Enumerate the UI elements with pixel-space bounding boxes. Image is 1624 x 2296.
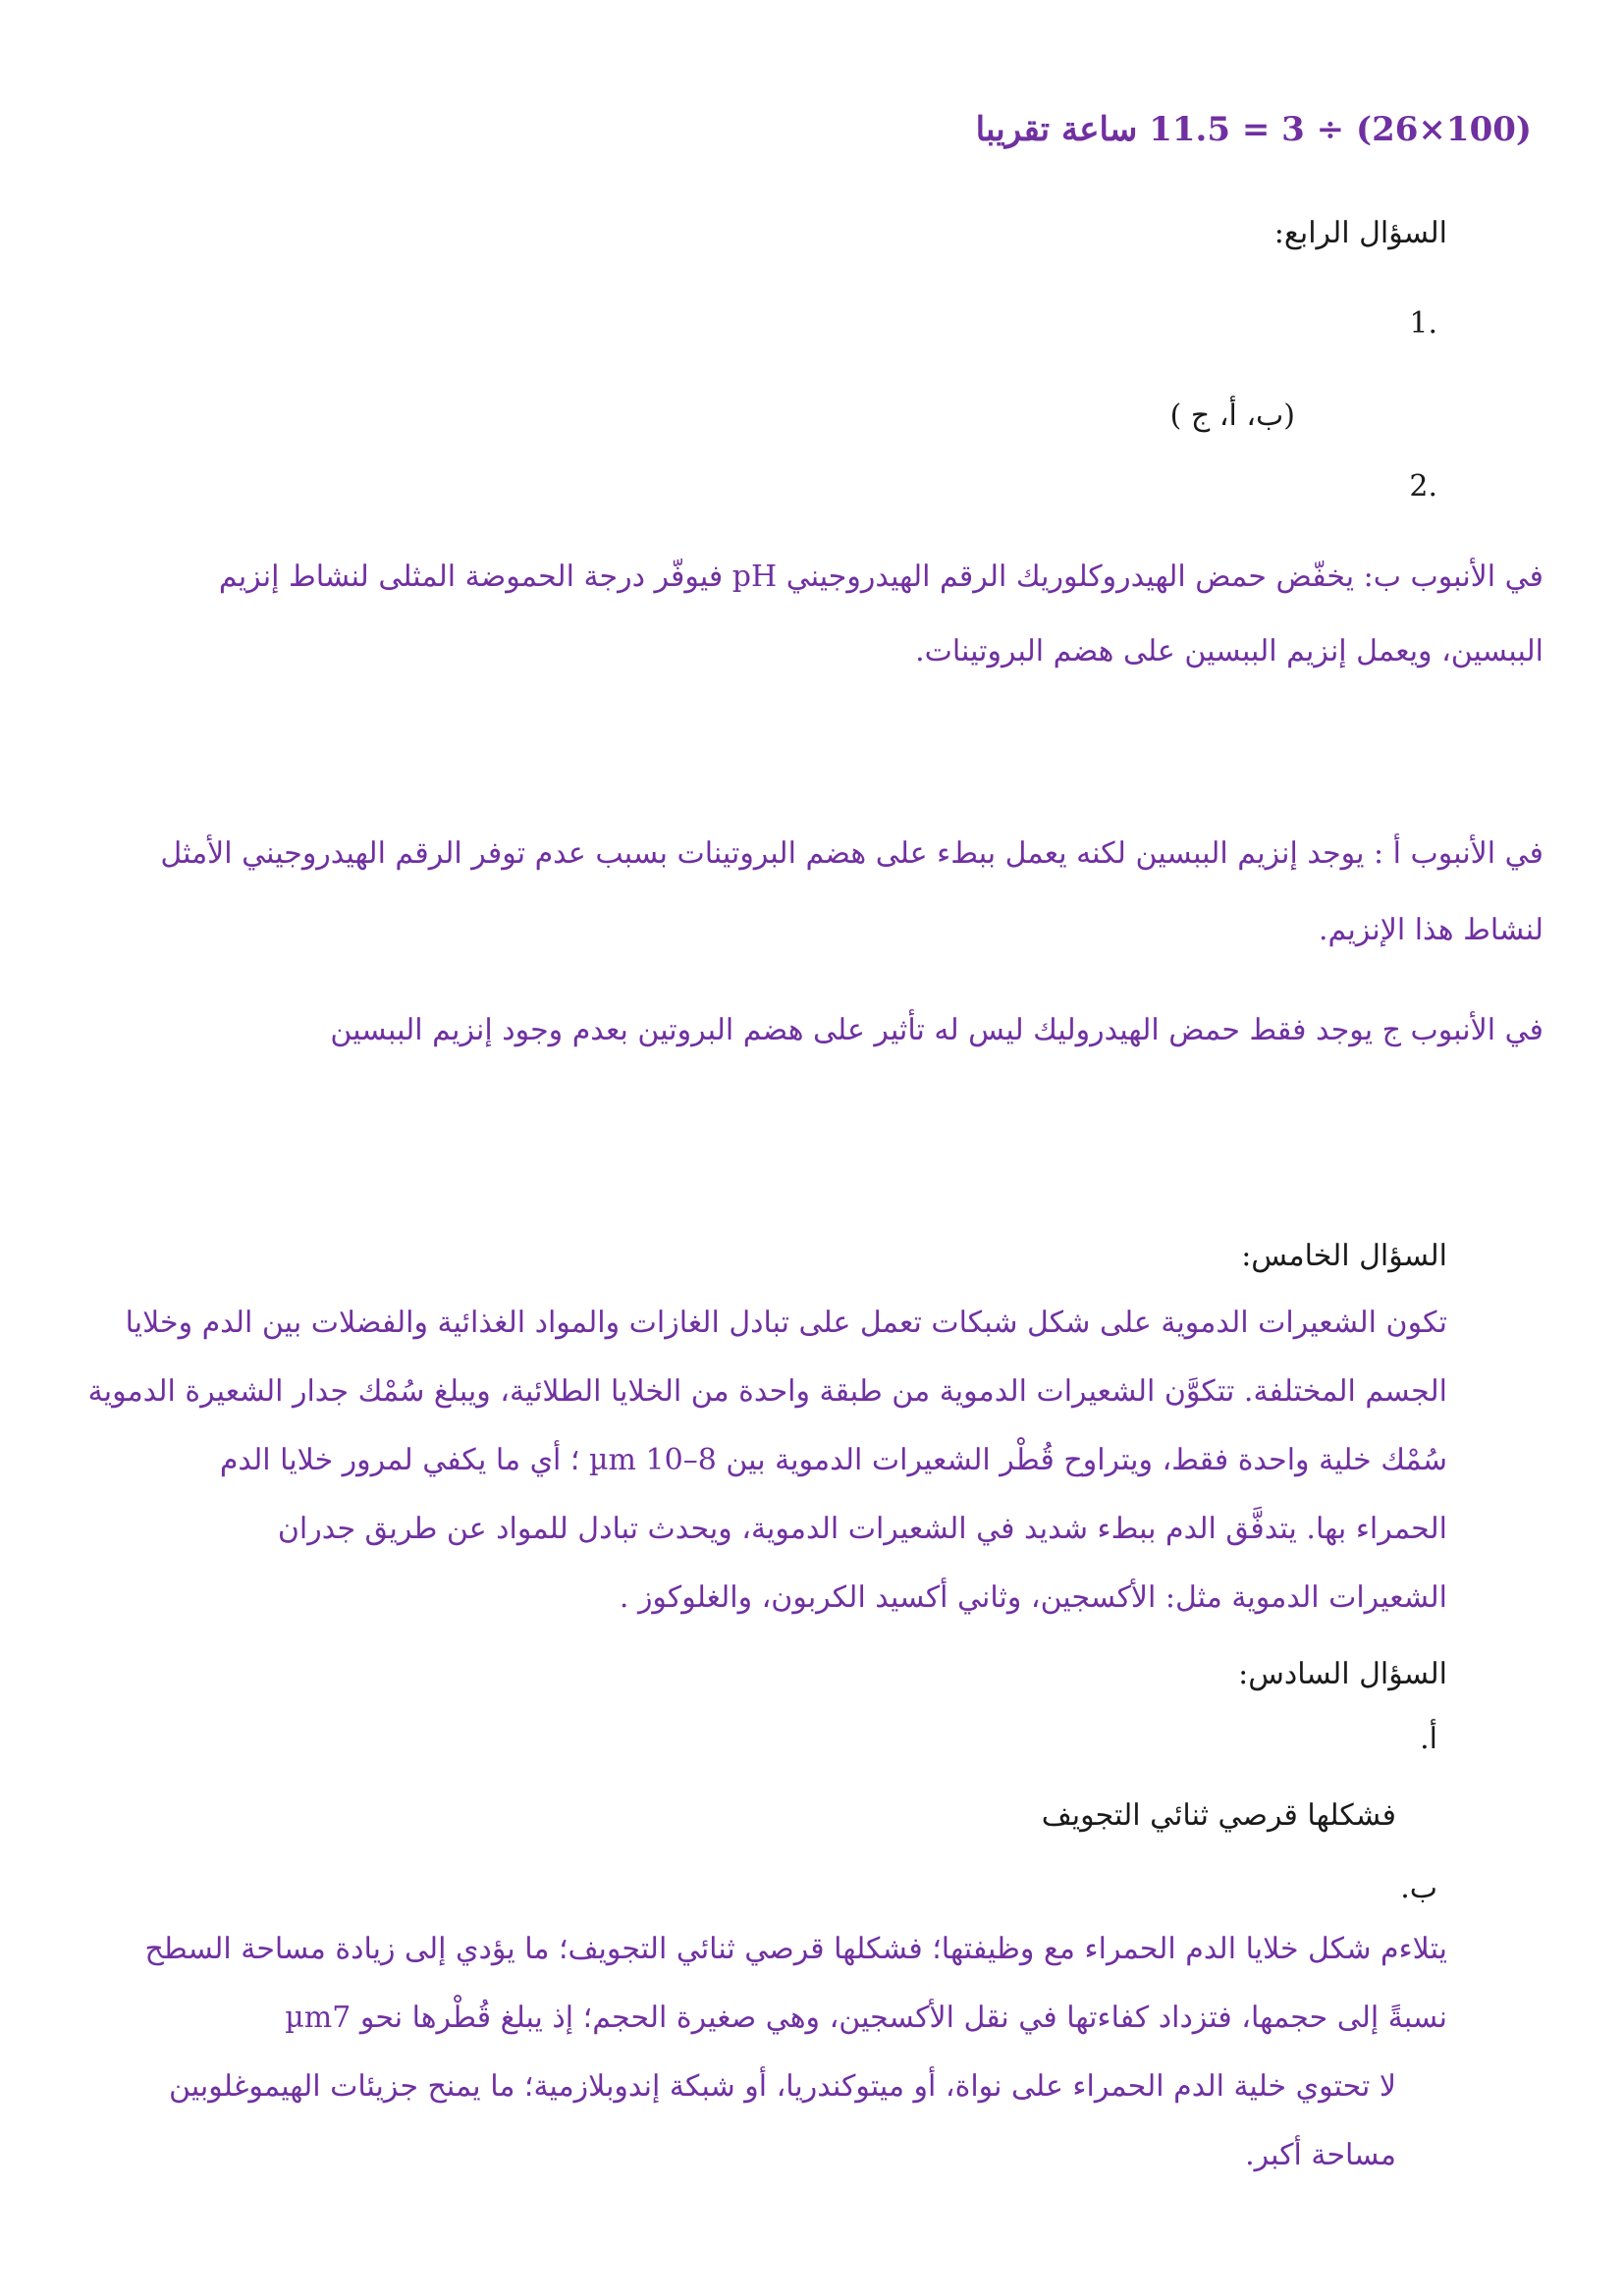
equation: (100×26) ÷ 3 = 11.5 ساعة تقريبا	[975, 110, 1532, 149]
q4-tube-c-line-1: في الأنبوب ج يوجد فقط حمض الهيدروليك ليس له تأثير على هضم البروتين بعدم وجود إنزيم الببسين	[330, 1013, 1543, 1047]
q5-line-4: الحمراء بها. يتدفَّق الدم ببطء شديد في الشعيرات الدموية، ويحدث تبادل للمواد عن طريق جدران	[277, 1512, 1447, 1546]
q6-item-a-label: أ.	[1420, 1722, 1437, 1756]
question-6-heading: السؤال السادس:	[1238, 1657, 1447, 1691]
q4-tube-b-line-2: الببسين، ويعمل إنزيم الببسين على هضم البروتينات.	[915, 634, 1543, 668]
q6-item-b-line-4: مساحة أكبر.	[1245, 2138, 1396, 2172]
q4-tube-a-line-1: في الأنبوب أ : يوجد إنزيم الببسين لكنه يعمل ببطء على هضم البروتينات بسبب عدم توفر الرقم الهيدروجيني الأمثل	[160, 836, 1543, 871]
q5-line-2: الجسم المختلفة. تتكوَّن الشعيرات الدموية من طبقة واحدة من الخلايا الطلائية، ويبلغ سُمْك جدار الشعيرة الدموية	[87, 1374, 1447, 1409]
q4-tube-a-line-2: لنشاط هذا الإنزيم.	[1318, 913, 1543, 947]
q6-item-b-line-3: لا تحتوي خلية الدم الحمراء على نواة، أو ميتوكندريا، أو شبكة إندوبلازمية؛ ما يمنح جزيئات الهيموغلوبين	[169, 2069, 1396, 2104]
q4-item-1-number: 1.	[1409, 306, 1437, 341]
q5-line-5: الشعيرات الدموية مثل: الأكسجين، وثاني أكسيد الكربون، والغلوكوز .	[619, 1580, 1447, 1615]
q6-item-b-line-1: يتلاءم شكل خلايا الدم الحمراء مع وظيفتها؛ فشكلها قرصي ثنائي التجويف؛ ما يؤدي إلى زيادة مساحة السطح	[144, 1932, 1447, 1966]
q6-item-b-line-2: نسبةً إلى حجمها، فتزداد كفاءتها في نقل الأكسجين، وهي صغيرة الحجم؛ إذ يبلغ قُطْرها نحو µm7	[285, 2001, 1447, 2035]
q4-item-1-answer: (ب، أ، ج )	[1169, 399, 1295, 433]
q5-line-3: سُمْك خلية واحدة فقط، ويتراوح قُطْر الشعيرات الدموية بين 8–10 µm ؛ أي ما يكفي لمرور خلايا الدم	[219, 1443, 1447, 1477]
question-5-heading: السؤال الخامس:	[1241, 1239, 1447, 1273]
q4-item-2-number: 2.	[1409, 469, 1437, 504]
q4-tube-b-line-1: في الأنبوب ب: يخفّض حمض الهيدروكلوريك الرقم الهيدروجيني pH فيوفّر درجة الحموضة المثلى لنشاط إنزيم	[218, 560, 1543, 594]
q5-line-1: تكون الشعيرات الدموية على شكل شبكات تعمل على تبادل الغازات والمواد الغذائية والفضلات بين الدم وخلايا	[125, 1306, 1447, 1340]
question-4-heading: السؤال الرابع:	[1273, 216, 1447, 250]
q6-item-b-label: ب.	[1400, 1871, 1437, 1905]
q6-item-a-answer: فشكلها قرصي ثنائي التجويف	[1041, 1798, 1396, 1833]
